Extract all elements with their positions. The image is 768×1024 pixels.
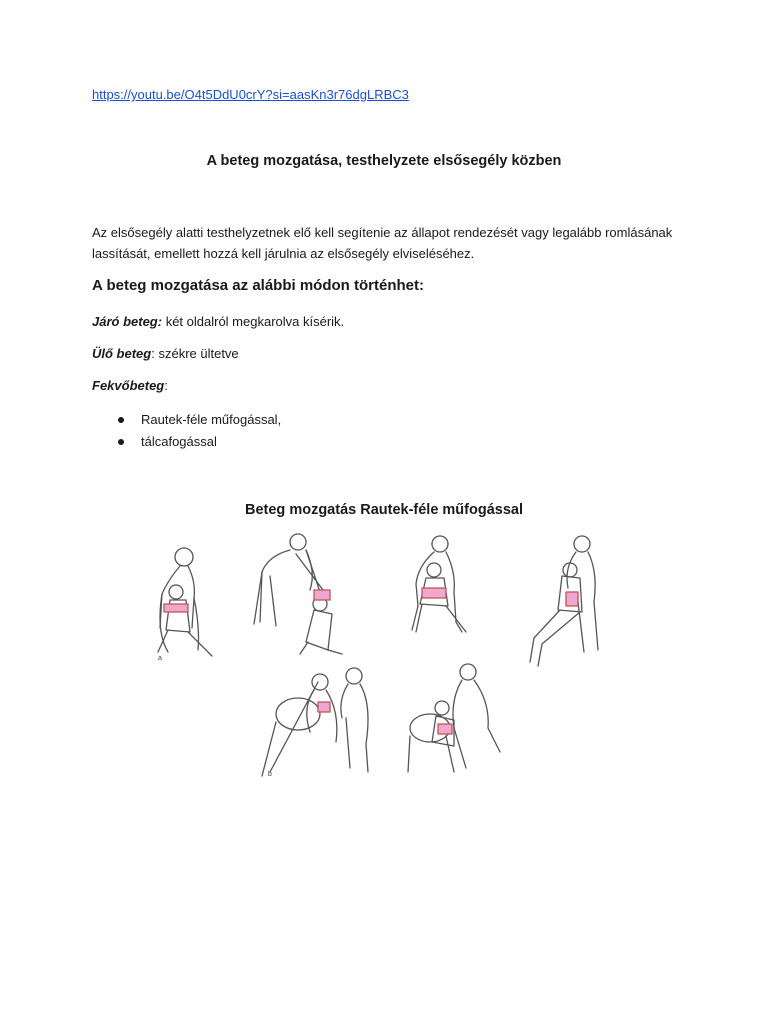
item-walking-patient [92,314,344,329]
item-label: Ülő beteg [92,346,152,361]
figure-label-a: a [158,655,162,662]
item-sitting-patient [92,346,239,361]
illustration-panel-5 [262,668,368,778]
illustration-panel-3 [412,536,466,632]
bullet-icon [118,439,124,445]
youtube-link[interactable]: https://youtu.be/O4t5DdU0crY?si=aasKn3r76dgLRBC3 [92,87,409,102]
item-lying-patient [92,378,168,393]
illustration-panel-1 [158,548,212,662]
list-item-text: Rautek-féle műfogással, [141,412,282,427]
illustration-panel-6 [408,664,500,772]
illustration-panel-4 [530,536,598,666]
page-title: A beteg mozgatása, testhelyzete elsősegély közben [206,153,562,169]
figure-title: Beteg mozgatás Rautek-féle műfogással [245,502,523,518]
list-item [92,409,281,431]
list-item [92,431,281,453]
item-text: : [164,378,168,393]
list-item-text: tálcafogással [141,434,217,449]
rautek-illustration [150,532,620,782]
item-label: Járó beteg: [92,314,163,329]
item-text: : székre ültetve [151,346,239,361]
figure-label-b: b [268,771,272,778]
item-text: két oldalról megkarolva kísérik. [162,314,345,329]
bullet-icon [118,417,124,423]
section-heading: A beteg mozgatása az alábbi módon történhet: [92,277,424,294]
item-label: Fekvőbeteg [92,378,165,393]
intro-paragraph: Az elsősegély alatti testhelyzetnek elő kell segítenie az állapot rendezését vagy legalább romlásának lassítását, emellett hozzá kell járulnia az elsősegély elviseléséhez. [92,225,673,261]
illustration-panel-2 [254,534,342,654]
bullet-list [92,409,281,453]
